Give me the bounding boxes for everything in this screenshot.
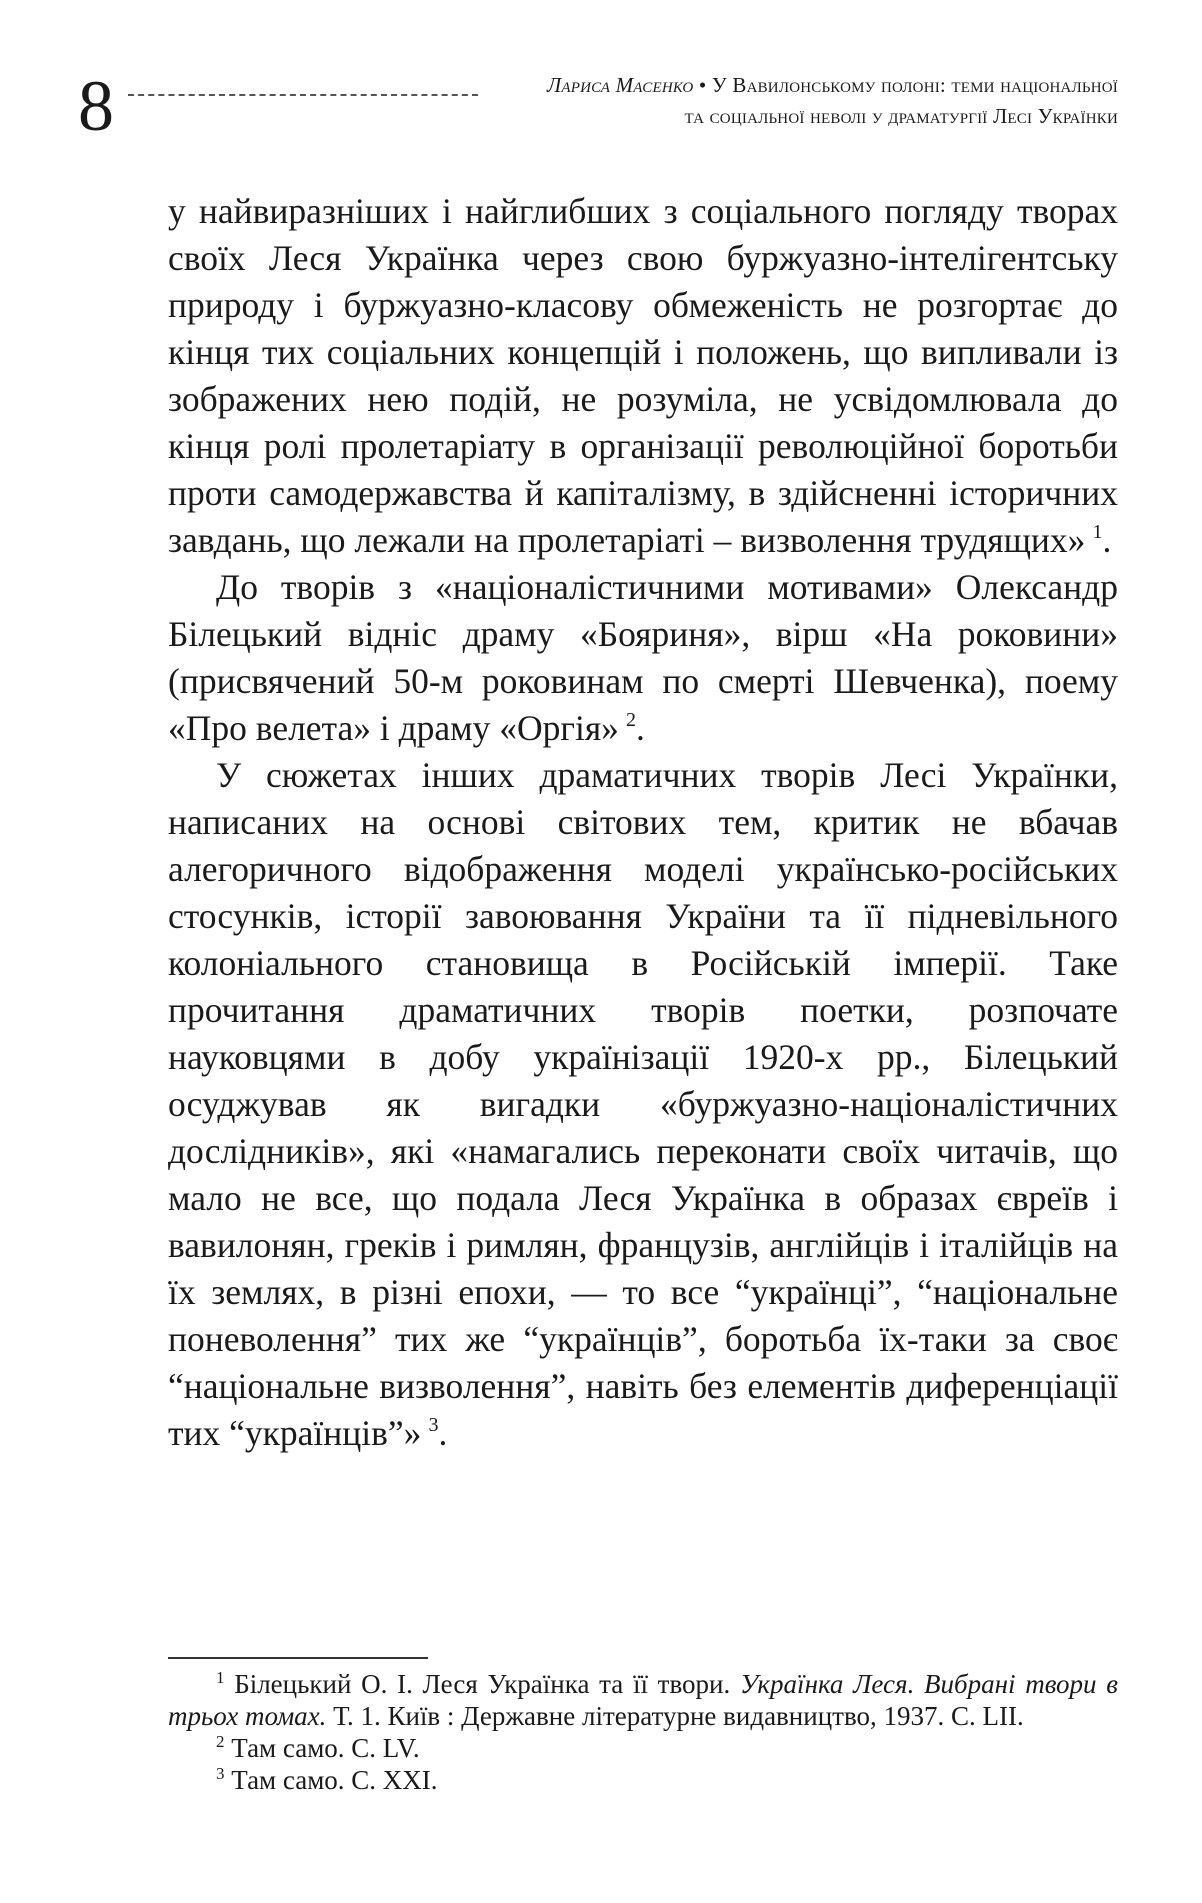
running-title-line-2: та соціальної неволі у драматургії Лесі Українки — [684, 104, 1118, 128]
running-title — [547, 70, 1118, 132]
footnote-3 — [168, 1764, 1118, 1796]
running-separator: • — [693, 73, 712, 97]
footnote-1 — [168, 1668, 1118, 1732]
main-text — [168, 188, 1118, 1457]
running-header — [78, 62, 1118, 146]
paragraph-3 — [168, 752, 1118, 1457]
footnote-ref-1[interactable]: 1 — [1092, 521, 1103, 543]
footnote-1-text-b: Т. 1. Київ : Державне літературне видавництво, 1937. С. LII. — [326, 1701, 1024, 1731]
footnote-ref-2[interactable]: 2 — [626, 709, 637, 731]
paragraph-3-end: . — [438, 1413, 448, 1453]
footnote-2-text: Там само. С. LV. — [224, 1733, 420, 1763]
running-title-text-1: У Вавилонському полоні: теми національної — [711, 73, 1118, 97]
footnote-mark-3: 3 — [216, 1764, 225, 1783]
footnote-ref-3[interactable]: 3 — [428, 1414, 439, 1436]
page-number: 8 — [78, 66, 114, 146]
paragraph-2 — [168, 564, 1118, 752]
footnote-rule — [168, 1657, 428, 1659]
footnote-2 — [168, 1732, 1118, 1764]
footnotes — [168, 1668, 1118, 1796]
footnote-mark-1: 1 — [216, 1668, 225, 1687]
footnote-mark-2: 2 — [216, 1732, 225, 1751]
running-title-line-1 — [547, 70, 1118, 101]
running-author: Лариса Масенко — [546, 73, 694, 97]
header-rule — [128, 94, 478, 96]
footnote-3-text: Там само. С. XXI. — [224, 1765, 438, 1795]
paragraph-2-text: До творів з «націоналістичними мотивами» Олександр Білецький відніс драму «Бояриня», вірш «На роковини» (присвячений 50-м роковинам по смерті Шевченка), поему «Про велета» і драму «Оргія» — [168, 567, 1118, 748]
paragraph-1-end: . — [1102, 520, 1112, 560]
footnote-1-text-a: Білецький О. І. Леся Українка та її твори. — [224, 1669, 740, 1699]
footnote-1-italic: Українка Леся. Вибрані твори в трьох томах. — [168, 1669, 1118, 1731]
paragraph-1 — [168, 188, 1118, 564]
paragraph-3-text: У сюжетах інших драматичних творів Лесі Українки, написаних на основі світових тем, критик не вбачав алегоричного відображення моделі українсько-російських стосунків, історії завоювання України та її підневільного колоніального становища в Російській імперії. Таке прочитання драматичних творів поетки, розпочате науковцями в добу українізації 1920-х рр., Білецький осуджував як вигадки «буржуазно-націоналістичних дослідників», які «намагались переконати своїх читачів, що мало не все, що подала Леся Українка в образах євреїв і вавилонян, греків і римлян, французів, англійців і італійців на їх землях, в різні епохи, — то все “українці”, “національне поневолення” тих же “українців”, боротьба їх-таки за своє “національне визволення”, навіть без елементів диференціації тих “українців”» — [168, 755, 1118, 1453]
paragraph-2-end: . — [636, 708, 645, 748]
paragraph-1-text: у найвиразніших і найглибших з соціального погляду творах своїх Леся Українка через свою буржуазно-інтелігентську природу і буржуазно-класову обмеженість не розгортає до кінця тих соціальних концепцій і положень, що випливали із зображених нею подій, не розуміла, не усвідомлювала до кінця ролі пролетаріату в організації революційної боротьби проти самодержавства й капіталізму, в здійсненні історичних завдань, що лежали на пролетаріаті – визволення трудящих» — [168, 191, 1118, 560]
